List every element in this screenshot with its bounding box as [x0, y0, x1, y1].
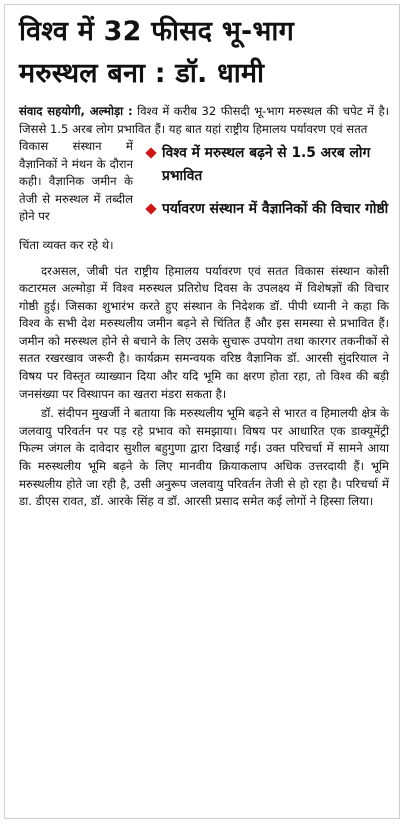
news-clipping: [4, 4, 400, 819]
headline-line-1: विश्व में 32 फीसद भू-भाग: [19, 16, 294, 47]
headline: [19, 11, 391, 95]
body-paragraph: दरअसल, जीबी पंत राष्ट्रीय हिमालय पर्यावरण एवं सतत विकास संस्थान कोसी कटारमल अल्मोड़ा में विश्व मरुस्थल प्रतिरोध दिवस के उपलक्ष्य में विशेषज्ञों की विचार गोष्ठी हुई। जिसका शुभारंभ करते हुए संस्थान के निदेशक डॉ. पीपी ध्यानी ने कहा कि विश्व के सभी देश मरुस्थलीय जमीन बढ़ने से चिंतित हैं और इस समस्या से प्रभावित हैं। जमीन को मरुस्थल होने से बचाने के लिए उसके सुचारू उपयोग तथा कारगर तकनीकों से सतत रखरखाव जरूरी है। कार्यक्रम समन्वयक वरिष्ठ वैज्ञानिक डॉ. आरसी सुंदरियाल ने विषय पर विस्तृत व्याख्यान दिया और यदि भूमि का क्षरण होता रहा, तो विश्व की बड़ी जनसंख्या पर विस्थापन का खतरा मंडरा सकता है।: [19, 263, 389, 401]
narrow-column-text: विकास संस्थान में वैज्ञानिकों ने मंथन के दौरान कही। वैज्ञानिक जमीन के तेजी से मरुस्थल में तब्दील होने पर: [19, 139, 133, 223]
red-diamond-bullet-icon: [145, 147, 156, 158]
intro-text: विश्व में करीब 32 फीसदी भू-भाग मरुस्थल की चपेट में है। जिससे 1.5 अरब लोग प्रभावित हैं। यह बात यहां राष्ट्रीय हिमालय पर्यावरण एवं सतत: [19, 104, 389, 136]
body-paragraph: डॉ. संदीपन मुखर्जी ने बताया कि मरुस्थलीय भूमि बढ़ने से भारत व हिमालयी क्षेत्र के जलवायु परिवर्तन पर पड़ रहे प्रभाव को समझाया। विषय पर आधारित एक डाक्यूमेंट्री फिल्म जंगल के दावेदार सुशील बहुगुणा द्वारा दिखाई गई। उक्त परिचर्चा में सामने आया कि मरुस्थलीय भूमि बढ़ने के लिए मानवीय क्रियाकलाप अधिक उत्तरदायी हैं। भूमि मरुस्थलीय होते जा रही है, उसी अनुरूप जलवायु परिवर्तन तेजी से हो रहा है। परिचर्चा में डा. डीएस रावत, डॉ. आरके सिंह व डॉ. आरसी प्रसाद समेत कई लोगों ने हिस्सा लिया।: [19, 406, 389, 509]
highlight-item: [147, 198, 389, 221]
byline: संवाद सहयोगी, अल्मोड़ा :: [19, 104, 133, 118]
narrow-column-tail: चिंता व्यक्त कर रहे थे।: [19, 238, 114, 252]
headline-line-2: मरुस्थल बना : डॉ. धामी: [19, 58, 265, 89]
article-body: [19, 263, 389, 511]
highlight-item: [147, 142, 389, 188]
highlight-text: पर्यावरण संस्थान में वैज्ञानिकों की विचार गोष्ठी: [162, 201, 389, 217]
middle-section: [19, 138, 389, 236]
intro-paragraph: [19, 103, 389, 138]
highlight-text: विश्व में मरुस्थल बढ़ने से 1.5 अरब लोग प्रभावित: [162, 145, 371, 184]
headline-spacer: [5, 95, 399, 101]
red-diamond-bullet-icon: [145, 203, 156, 214]
highlight-box: [147, 142, 389, 231]
